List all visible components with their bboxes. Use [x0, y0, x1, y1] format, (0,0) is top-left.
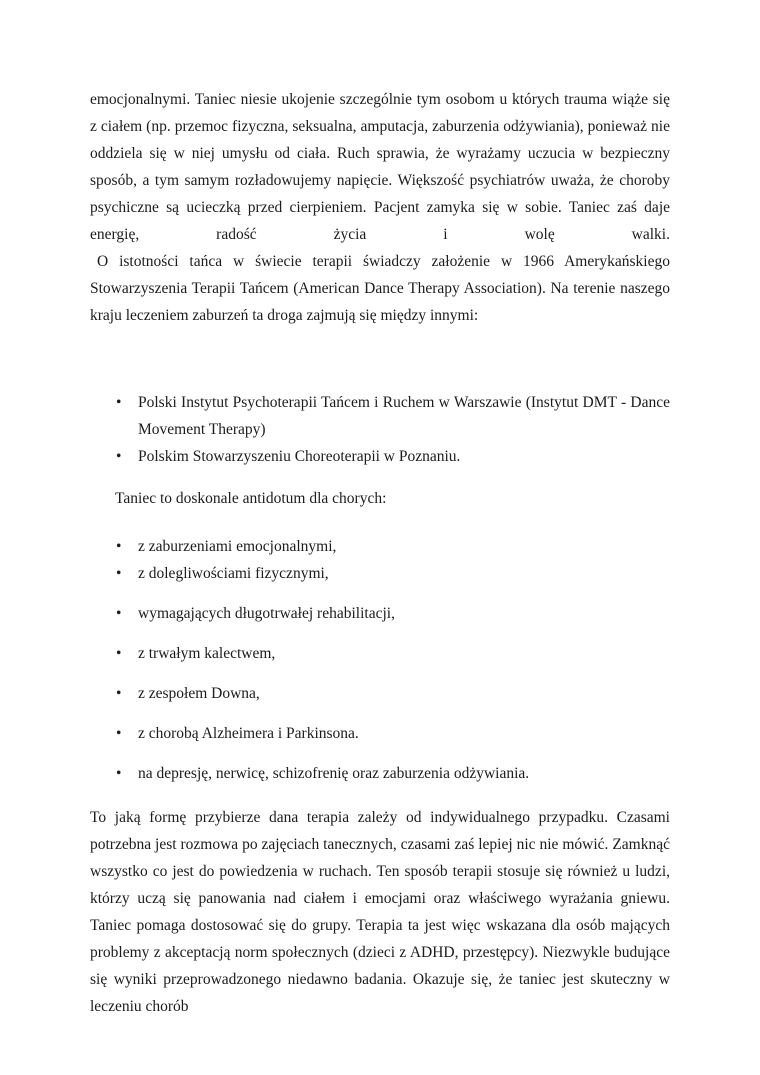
list-item: • z chorobą Alzheimera i Parkinsona. [90, 720, 670, 747]
list-item: • Polskim Stowarzyszeniu Choreoterapii w Poznaniu. [90, 443, 670, 470]
list-item: • z dolegliwościami fizycznymi, [90, 560, 670, 587]
list-item: • na depresję, nerwicę, schizofrenię oraz zaburzenia odżywiania. [90, 760, 670, 787]
conditions-list [90, 533, 670, 787]
paragraph-emotional-trauma: emocjonalnymi. Taniec niesie ukojenie szczególnie tym osobom u których trauma wiąże się z ciałem (np. przemoc fizyczna, seksualna, amputacja, zaburzenia odżywiania), ponieważ nie oddziela się w niej umysłu od ciała. Ruch sprawia, że wyrażamy uczucia w bezpieczny sposób, a tym samym rozładowujemy napięcie. Większość psychiatrów uważa, że choroby psychiczne są ucieczką przed cierpieniem. Pacjent zamyka się w sobie. Taniec zaś daje [90, 91, 670, 216]
list-item: • z zaburzeniami emocjonalnymi, [90, 533, 670, 560]
paragraph-emotional-trauma-last-line: energię, radość życia i wolę walki. [90, 226, 670, 243]
paragraph-dance-therapy-history: O istotności tańca w świecie terapii świadczy założenie w 1966 Amerykańskiego Stowarzyszenia Terapii Tańcem (American Dance Therapy Association). Na terenie naszego kraju leczeniem zaburzeń ta droga zajmują się między innymi: [90, 253, 670, 324]
list-item: • Polski Instytut Psychoterapii Tańcem i Ruchem w Warszawie (Instytut DMT - Dance Movement Therapy) [90, 389, 670, 443]
paragraph-therapy-form: To jaką formę przybierze dana terapia zależy od indywidualnego przypadku. Czasami potrzebna jest rozmowa po zajęciach tanecznych, czasami zaś lepiej nic nie mówić. Zamknąć wszystko co jest do powiedzenia w ruchach. Ten sposób terapii stosuje się również u ludzi, którzy uczą się panowania nad ciałem i emocjami oraz właściwego wyrażania gniewu. Taniec pomaga dostosować się do grupy. Terapia ta jest więc wskazana dla osób mających problemy z akceptacją norm społecznych (dzieci z ADHD, przestępcy). Niezwykle budujące się wyniki przeprowadzonego niedawno badania. Okazuje się, że taniec jest skuteczny w leczeniu chorób [90, 809, 670, 1015]
conditions-intro-line: Taniec to doskonale antidotum dla chorych: [115, 490, 387, 507]
document-content [90, 86, 670, 1020]
organizations-list [90, 389, 670, 470]
list-item: • z zespołem Downa, [90, 680, 670, 707]
list-item: • wymagających długotrwałej rehabilitacji, [90, 600, 670, 627]
list-item: • z trwałym kalectwem, [90, 640, 670, 667]
